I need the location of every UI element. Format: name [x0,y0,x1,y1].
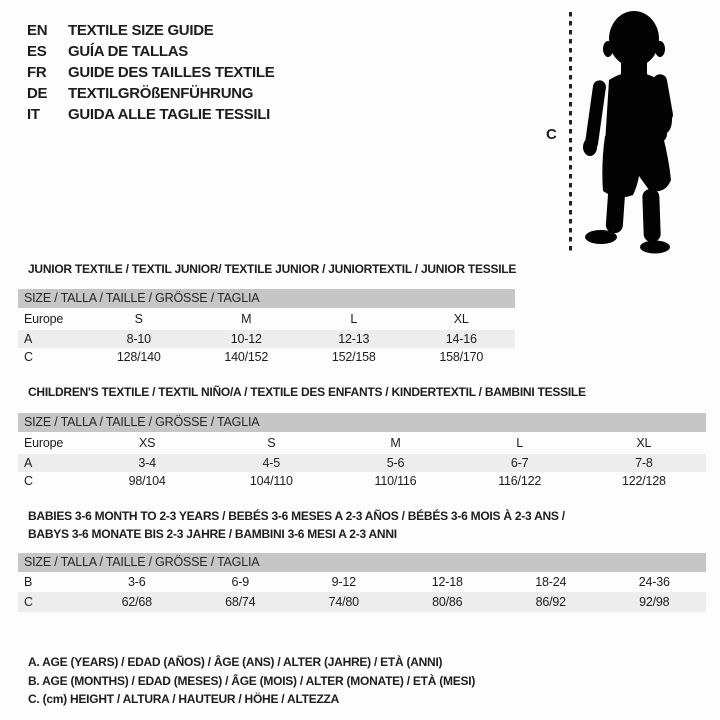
section-title: BABIES 3-6 MONTH TO 2-3 YEARS / BEBÉS 3-6 MESES A 2-3 AÑOS / BÉBÉS 3-6 MOIS À 2-3 ANS / [28,509,565,523]
size-cell: 6-9 [231,575,249,589]
size-table-block [18,289,515,366]
size-cell: 3-6 [128,575,146,589]
size-cell: XL [636,436,652,450]
row-label: B [24,575,33,589]
size-table-block [18,413,706,490]
language-row [27,62,274,83]
row-label: C [24,350,33,364]
section-title: CHILDREN'S TEXTILE / TEXTIL NIÑO/A / TEXTILE DES ENFANTS / KINDERTEXTIL / BAMBINI TESSILE [28,385,586,399]
size-row [18,330,515,348]
size-cell: 104/110 [249,474,293,488]
row-label: C [24,595,33,609]
row-label: A [24,456,33,470]
size-cell: 110/116 [374,474,417,488]
language-code: DE [27,85,48,102]
size-cell: S [134,312,143,326]
size-cell: 86/92 [535,595,566,609]
section-title: BABYS 3-6 MONATE BIS 2-3 JAHRE / BAMBINI 3-6 MESI A 2-3 ANNI [28,527,397,541]
size-cell: 62/68 [121,595,152,609]
size-cell: 18-24 [535,575,567,589]
size-cell: 74/80 [328,595,359,609]
language-code: FR [27,64,47,81]
size-row [18,472,706,490]
legend-note: C. (cm) HEIGHT / ALTURA / HAUTEUR / HÖHE / ALTEZZA [28,692,340,706]
size-cell: M [241,312,252,326]
row-label: A [24,332,33,346]
language-code: ES [27,43,47,60]
size-row [18,348,515,366]
guide-title: GUIDE DES TAILLES TEXTILE [68,64,275,81]
language-row [27,83,274,104]
size-guide-section [0,509,720,612]
size-cell: 98/104 [128,474,166,488]
language-code: IT [27,106,40,123]
guide-title: GUÍA DE TALLAS [68,43,188,60]
size-cell: 5-6 [386,456,405,470]
guide-title: TEXTILGRÖßENFÜHRUNG [68,85,254,102]
size-cell: 8-10 [126,332,151,346]
size-table-header: SIZE / TALLA / TAILLE / GRÖSSE / TAGLIA [18,553,706,572]
size-cell: 80/86 [432,595,463,609]
size-guide-section [0,262,720,366]
size-table-block [18,553,706,612]
size-row [18,572,706,592]
size-cell: 6-7 [510,456,529,470]
size-cell: M [390,436,401,450]
guide-title: TEXTILE SIZE GUIDE [68,22,214,39]
language-code: EN [27,22,48,39]
size-cell: 68/74 [225,595,256,609]
size-sections [0,262,720,612]
size-cell: S [267,436,276,450]
size-cell: 9-12 [331,575,356,589]
size-row [18,592,706,612]
language-list [27,20,274,125]
guide-title: GUIDA ALLE TAGLIE TESSILI [68,106,270,123]
size-table [18,432,706,490]
size-cell: 122/128 [621,474,666,488]
legend-note: B. AGE (MONTHS) / EDAD (MESES) / ÂGE (MOIS) / ALTER (MONATE) / ETÀ (MESI) [28,673,476,688]
size-row [18,308,515,330]
size-cell: XS [138,436,156,450]
size-cell: 12-18 [431,575,463,589]
size-cell: 92/98 [639,595,670,609]
language-row [27,104,274,125]
size-cell: 140/152 [224,350,269,364]
size-cell: 158/170 [439,350,484,364]
size-cell: 116/122 [498,474,542,488]
size-cell: 24-36 [638,575,670,589]
language-row [27,41,274,62]
size-cell: 14-16 [445,332,477,346]
size-row [18,432,706,454]
size-cell: 3-4 [138,456,156,470]
size-table [18,308,515,366]
size-cell: L [516,436,524,450]
language-row [27,20,274,41]
legend-notes [28,653,720,709]
row-label: C [24,474,33,488]
legend-note: A. AGE (YEARS) / EDAD (AÑOS) / ÂGE (ANS) / ALTER (JAHRE) / ETÀ (ANNI) [28,655,443,669]
size-cell: 10-12 [230,332,262,346]
size-table [18,572,706,612]
size-row [18,454,706,472]
row-label: Europe [24,312,64,326]
size-guide-section [0,385,720,490]
size-table-header: SIZE / TALLA / TAILLE / GRÖSSE / TAGLIA [18,289,515,308]
row-label: Europe [24,436,64,450]
size-tables-area [0,262,720,709]
size-cell: L [350,312,358,326]
size-cell: 4-5 [262,456,281,470]
toddler-silhouette [577,8,689,256]
height-figure [540,8,712,256]
height-measure-label: C [546,126,557,143]
size-cell: XL [453,312,469,326]
size-table-header: SIZE / TALLA / TAILLE / GRÖSSE / TAGLIA [18,413,706,432]
size-cell: 128/140 [116,350,161,364]
size-cell: 12-13 [338,332,370,346]
size-cell: 7-8 [635,456,653,470]
size-cell: 152/158 [331,350,376,364]
height-measure-line [569,12,572,252]
section-title: JUNIOR TEXTILE / TEXTIL JUNIOR/ TEXTILE JUNIOR / JUNIORTEXTIL / JUNIOR TESSILE [28,262,517,276]
